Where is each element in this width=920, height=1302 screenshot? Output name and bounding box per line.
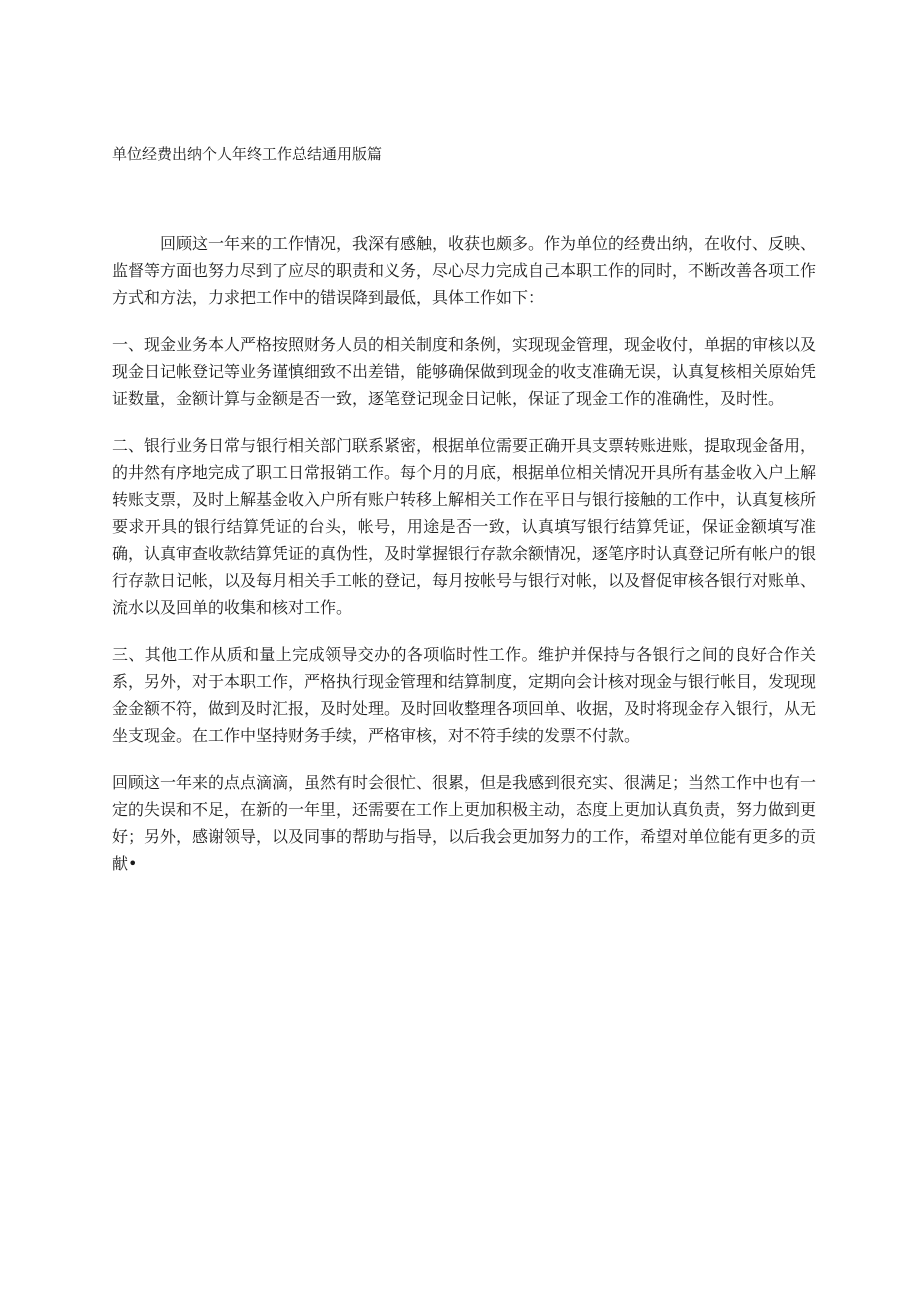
paragraph-bank-business: 二、银行业务日常与银行相关部门联系紧密，根据单位需要正确开具支票转账进账，提取现金备用，的井然有序地完成了职工日常报销工作。每个月的月底，根据单位相关情况开具所有基金收入户上解转账支票，及时上解基金收入户所有账户转移上解相关工作在平日与银行接触的工作中，认真复核所要求开具的银行结算凭证的台头，帐号，用途是否一致，认真填写银行结算凭证，保证金额填写准确，认真审查收款结算凭证的真伪性，及时掌握银行存款余额情况，逐笔序时认真登记所有帐户的银行存款日记帐，以及每月相关手工帐的登记，每月按帐号与银行对帐，以及督促审核各银行对账单、流水以及回单的收集和核对工作。 [112,436,817,617]
paragraph-conclusion: 回顾这一年来的点点滴滴，虽然有时会很忙、很累，但是我感到很充实、很满足；当然工作中也有一定的失误和不足，在新的一年里，还需要在工作上更加积极主动，态度上更加认真负责，努力做到更好；另外，感谢领导，以及同事的帮助与指导，以后我会更加努力的工作，希望对单位能有更多的贡献• [112,773,817,873]
paragraph-other-work: 三、其他工作从质和量上完成领导交办的各项临时性工作。维护并保持与各银行之间的良好合作关系，另外，对于本职工作，严格执行现金管理和结算制度，定期向会计核对现金与银行帐目，发现现金金额不符，做到及时汇报，及时处理。及时回收整理各项回单、收据，及时将现金存入银行，从无坐支现金。在工作中坚持财务手续，严格审核，对不符手续的发票不付款。 [112,645,817,745]
paragraph-intro: 回顾这一年来的工作情况，我深有感触，收获也颇多。作为单位的经费出纳，在收付、反映、监督等方面也努力尽到了应尽的职责和义务，尽心尽力完成自己本职工作的同时，不断改善各项工作方式和方法，力求把工作中的错误降到最低，具体工作如下： [112,234,817,307]
paragraph-cash-business: 一、现金业务本人严格按照财务人员的相关制度和条例，实现现金管理，现金收付，单据的审核以及现金日记帐登记等业务谨慎细致不出差错，能够确保做到现金的收支准确无误，认真复核相关原始凭证数量，金额计算与金额是否一致，逐笔登记现金日记帐，保证了现金工作的准确性，及时性。 [112,335,817,408]
document-title: 单位经费出纳个人年终工作总结通用版篇 [112,145,383,163]
document-body [112,230,816,897]
